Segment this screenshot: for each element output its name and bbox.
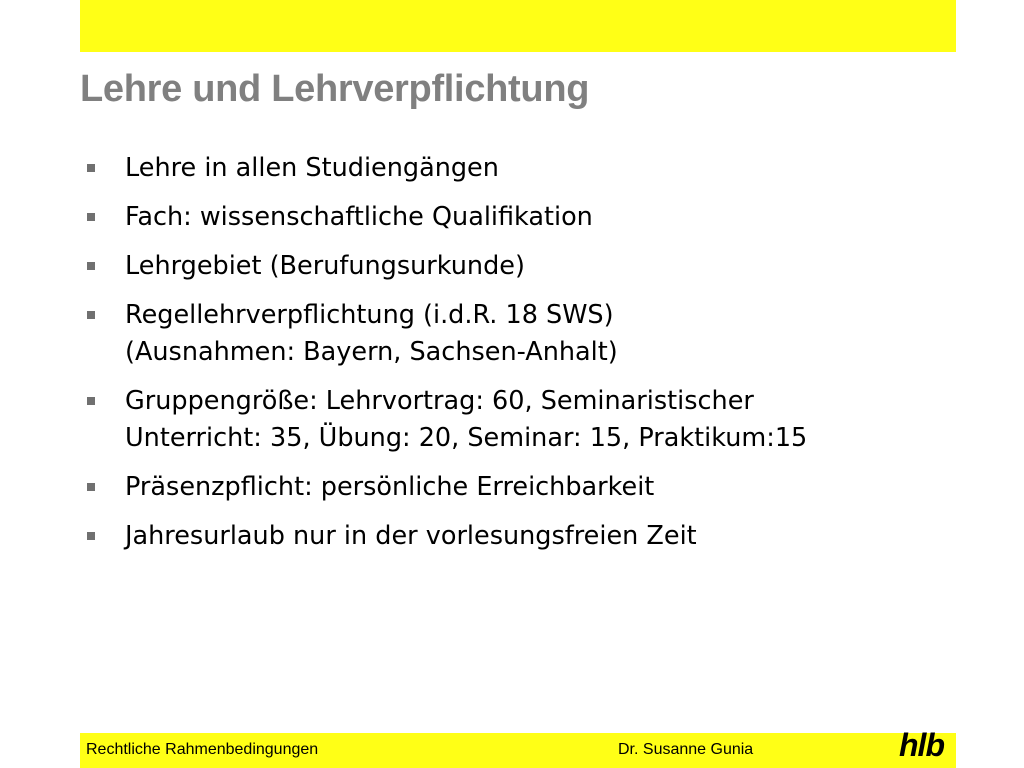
bullet-text: Gruppengröße: Lehrvortrag: 60, Seminaristischer <box>125 386 754 416</box>
bullet-item <box>82 383 962 457</box>
bullet-text: Präsenzpflicht: persönliche Erreichbarkeit <box>125 472 655 502</box>
footer-section-label: Rechtliche Rahmenbedingungen <box>86 741 319 758</box>
footer-author: Dr. Susanne Gunia <box>618 741 754 758</box>
square-bullet-icon <box>87 397 95 405</box>
square-bullet-icon <box>87 213 95 221</box>
slide-title: Lehre und Lehrverpflichtung <box>80 68 590 110</box>
bullet-item <box>82 518 962 555</box>
bullet-item <box>82 297 962 371</box>
top-accent-bar <box>80 0 956 52</box>
bullet-text: Regellehrverpflichtung (i.d.R. 18 SWS) <box>125 300 614 330</box>
bullet-item <box>82 469 962 506</box>
square-bullet-icon <box>87 311 95 319</box>
bullet-text: Lehre in allen Studiengängen <box>125 153 499 183</box>
bullet-text: Fach: wissenschaftliche Qualifikation <box>125 202 593 232</box>
square-bullet-icon <box>87 164 95 172</box>
hlb-logo: hlb <box>899 727 944 763</box>
square-bullet-icon <box>87 532 95 540</box>
bullet-item <box>82 199 962 236</box>
bullet-list <box>82 150 962 567</box>
bullet-text: Lehrgebiet (Berufungsurkunde) <box>125 251 525 281</box>
bullet-text-continuation: Unterricht: 35, Übung: 20, Seminar: 15, Praktikum:15 <box>125 423 808 453</box>
bullet-item <box>82 150 962 187</box>
bullet-text-continuation: (Ausnahmen: Bayern, Sachsen-Anhalt) <box>125 337 618 367</box>
bullet-text: Jahresurlaub nur in der vorlesungsfreien Zeit <box>125 521 697 551</box>
square-bullet-icon <box>87 262 95 270</box>
square-bullet-icon <box>87 483 95 491</box>
bullet-item <box>82 248 962 285</box>
